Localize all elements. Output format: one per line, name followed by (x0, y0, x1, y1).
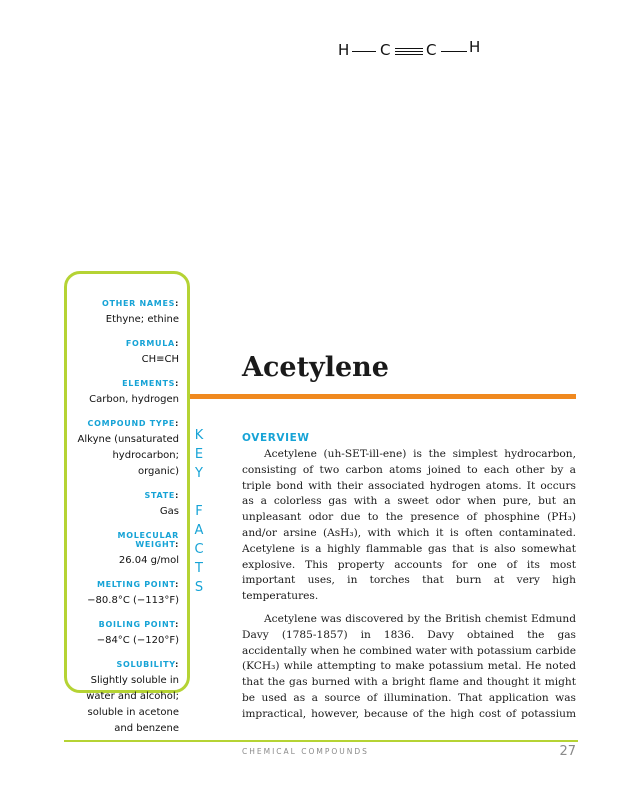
fact-value: Slightly soluble in water and alcohol; soluble in acetone and benzene (86, 675, 179, 734)
body-text (242, 447, 576, 724)
structural-formula (330, 38, 490, 66)
fact-label: BOILING POINT (98, 620, 176, 629)
fact-label: COMPOUND TYPE (87, 419, 176, 428)
key-facts-letter: Y (195, 466, 203, 481)
page-number: 27 (559, 744, 576, 759)
key-facts-letter: T (195, 561, 203, 576)
key-facts-vertical-label (192, 426, 206, 597)
key-facts-letter: E (194, 447, 204, 462)
fact-label: MOLECULAR WEIGHT (117, 531, 179, 549)
fact-value: Carbon, hydrogen (89, 394, 179, 405)
single-bond-left (352, 51, 376, 52)
key-facts-letter: K (194, 428, 204, 443)
fact-boiling-point: BOILING POINT: −84°C (−120°F) (75, 620, 179, 649)
single-bond-right (441, 51, 467, 52)
fact-value: −84°C (−120°F) (96, 635, 179, 646)
key-facts-letter (192, 483, 206, 502)
footer-rule (64, 740, 578, 742)
fact-state: STATE: Gas (75, 491, 179, 520)
triple-bond-line-3 (395, 54, 423, 55)
fact-value: Ethyne; ethine (105, 314, 179, 325)
key-facts-panel (64, 271, 190, 734)
fact-value: −80.8°C (−113°F) (87, 595, 179, 606)
fact-label: MELTING POINT (96, 580, 176, 589)
fact-label: ELEMENTS (122, 379, 176, 388)
key-facts-letter: C (194, 542, 204, 557)
key-facts-letter: A (194, 523, 204, 538)
key-facts-letter: F (195, 504, 203, 519)
atom-h-left: H (338, 41, 350, 59)
fact-molecular-weight: MOLECULAR WEIGHT: 26.04 g/mol (75, 531, 179, 569)
title-rule (190, 394, 576, 399)
fact-compound-type: COMPOUND TYPE: Alkyne (unsaturated hydrocarbon; organic) (75, 419, 179, 480)
fact-label: STATE (144, 491, 176, 500)
paragraph: Acetylene was discovered by the British chemist Edmund Davy (1785-1857) in 1836. Davy obtained the gas accidentally when he combined water with potassium carbide (KCH₃) while attempting to make potassium metal. He noted that the gas burned with a bright flame and thought it might be used as a source of illumination. That application was impractical, however, because of the high cost of potassium (242, 612, 576, 720)
paragraph: Acetylene (uh-SET-ill-ene) is the simplest hydrocarbon, consisting of two carbon atoms joined to each other by a triple bond with their associated hydrogen atoms. It occurs as a colorless gas with a sweet odor when pure, but an unpleasant odor due to the presence of phosphine (PH₃) and/or arsine (AsH₃), with which it is often contaminated. Acetylene is a highly flammable gas that is also somewhat explosive. This property accounts for one of its most important uses, in torches that burn at very high temperatures. (242, 448, 576, 603)
fact-other-names: OTHER NAMES: Ethyne; ethine (75, 299, 179, 328)
fact-value: CH≡CH (141, 354, 179, 365)
fact-label: FORMULA (125, 339, 176, 348)
key-facts-letter: S (194, 580, 204, 595)
atom-h-right: H (469, 38, 481, 56)
fact-solubility: SOLUBILITY: Slightly soluble in water and alcohol; soluble in acetone and benzene (75, 660, 179, 737)
fact-value: 26.04 g/mol (118, 555, 179, 566)
fact-value: Gas (159, 506, 179, 517)
triple-bond-line-1 (395, 48, 423, 49)
running-head: CHEMICAL COMPOUNDS (242, 747, 369, 756)
fact-value: Alkyne (unsaturated hydrocarbon; organic) (77, 434, 179, 477)
fact-formula: FORMULA: CH≡CH (75, 339, 179, 368)
fact-label: SOLUBILITY (116, 660, 176, 669)
fact-elements: ELEMENTS: Carbon, hydrogen (75, 379, 179, 408)
atom-c-left: C (380, 41, 391, 59)
page-title: Acetylene (242, 352, 389, 383)
triple-bond-line-2 (395, 51, 423, 52)
fact-melting-point: MELTING POINT: −80.8°C (−113°F) (75, 580, 179, 609)
section-heading: OVERVIEW (242, 432, 310, 444)
fact-label: OTHER NAMES (101, 299, 176, 308)
atom-c-right: C (426, 41, 437, 59)
